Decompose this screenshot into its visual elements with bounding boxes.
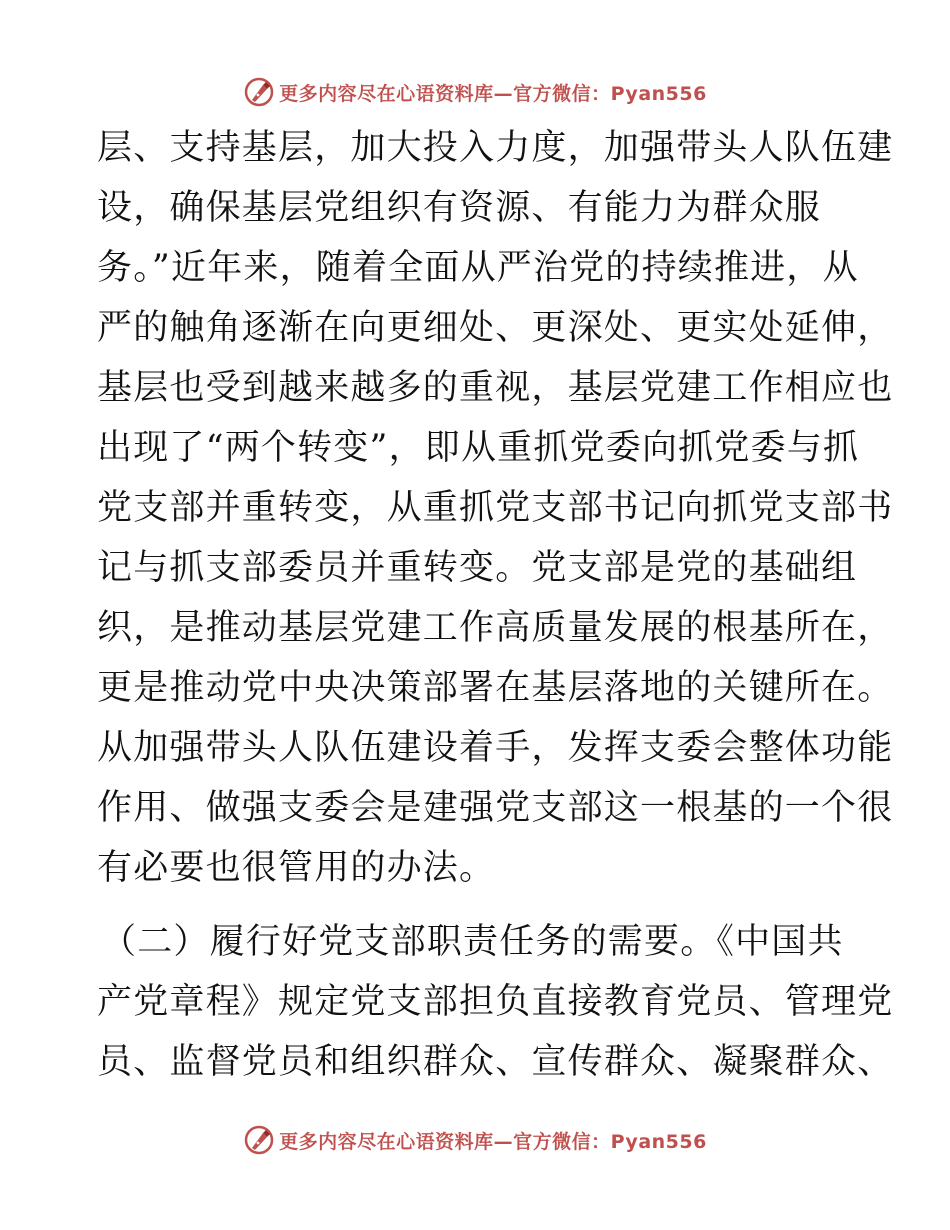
section-heading-line: （二）履行好党支部职责任务的需要。《中国共	[101, 922, 844, 962]
watermark-text: 更多内容尽在心语资料库—官方微信：Pyan556	[279, 82, 707, 105]
paragraph	[97, 122, 894, 902]
text-line: 党支部并重转变，从重抓党支部书记向抓党支部书	[97, 488, 894, 528]
footer-watermark	[0, 1120, 950, 1160]
text-line: 出现了“两个转变”，即从重抓党委向抓党委与抓	[97, 428, 860, 468]
text-line: 员、监督党员和组织群众、宣传群众、凝聚群众、	[97, 1042, 894, 1082]
text-line: 基层也受到越来越多的重视，基层党建工作相应也	[97, 368, 894, 408]
text-line: 有必要也很管用的办法。	[97, 848, 496, 888]
text-line: 作用、做强支委会是建强党支部这一根基的一个很	[97, 788, 894, 828]
text-line: 从加强带头人队伍建设着手，发挥支委会整体功能	[97, 728, 894, 768]
text-line: 层、支持基层，加大投入力度，加强带头人队伍建	[97, 128, 894, 168]
text-line: 记与抓支部委员并重转变。党支部是党的基础组	[97, 548, 858, 588]
watermark-text: 更多内容尽在心语资料库—官方微信：Pyan556	[279, 1130, 707, 1153]
fountain-pen-logo-icon	[243, 76, 275, 108]
text-line: 务。”近年来，随着全面从严治党的持续推进，从	[97, 248, 859, 288]
text-line: 设，确保基层党组织有资源、有能力为群众服	[97, 188, 822, 228]
text-line: 更是推动党中央决策部署在基层落地的关键所在。	[97, 668, 894, 708]
text-line: 织，是推动基层党建工作高质量发展的根基所在，	[97, 608, 894, 648]
fountain-pen-logo-icon	[243, 1124, 275, 1156]
text-line: 严的触角逐渐在向更细处、更深处、更实处延伸，	[97, 308, 894, 348]
text-line: 产党章程》规定党支部担负直接教育党员、管理党	[97, 982, 894, 1022]
header-watermark	[0, 72, 950, 112]
document-body	[97, 122, 894, 1096]
paragraph	[97, 916, 894, 1096]
